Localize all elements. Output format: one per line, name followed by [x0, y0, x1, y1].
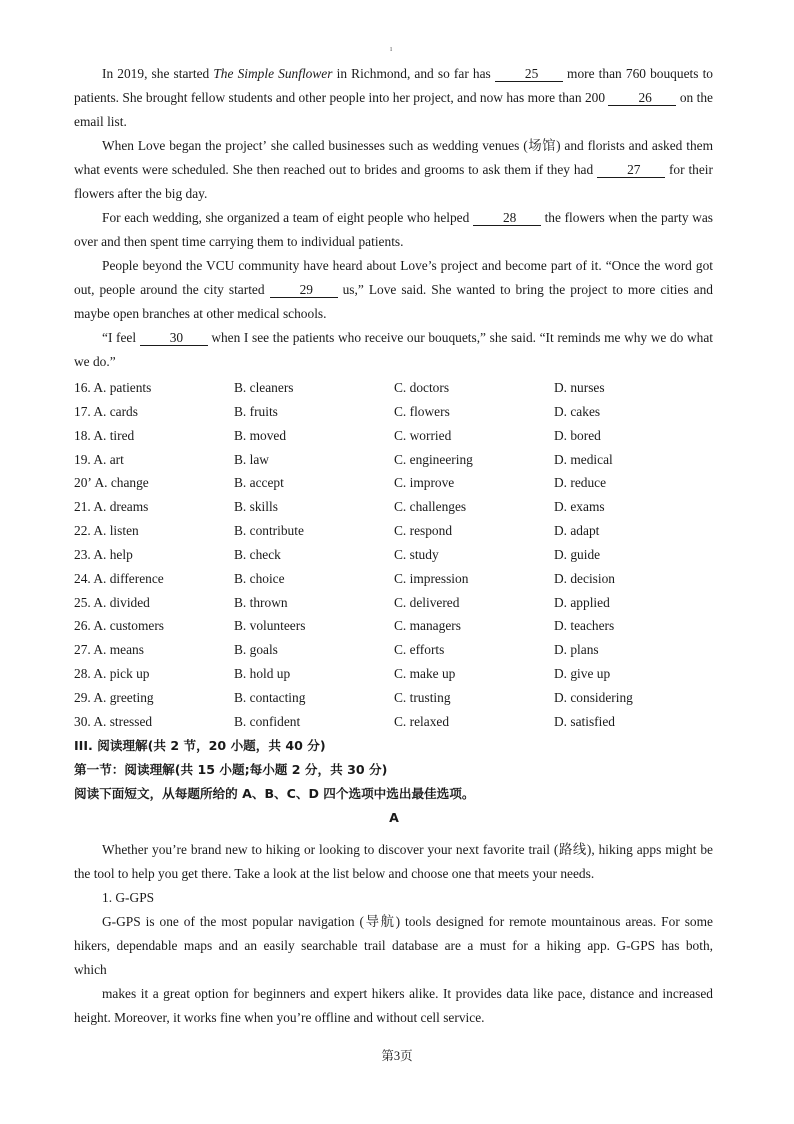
- section-heading: III. 阅读理解(共 2 节，20 小题，共 40 分): [74, 738, 326, 753]
- text: more than 760 bouquets to patients. She brought fellow students and other people into her project, and now has more than 200: [74, 66, 713, 105]
- option-b: B. moved: [234, 427, 287, 443]
- option-c: C. flowers: [394, 403, 450, 419]
- option-b: B. confident: [234, 713, 301, 729]
- option-row-22: [74, 519, 714, 543]
- option-a: 22. A. listen: [74, 523, 139, 539]
- option-b: B. law: [234, 451, 269, 467]
- option-row-19: [74, 448, 714, 472]
- option-d: D. satisfied: [554, 713, 615, 729]
- option-b: B. goals: [234, 642, 278, 658]
- comma-mark: ʼ: [262, 138, 267, 153]
- item-paragraph-1: G-GPS is one of the most popular navigation (导航) tools designed for remote mountainous areas. For some hikers, dependable maps and an easily searchable trail database are a must for a hiking app. G-GPS has both,: [74, 914, 713, 953]
- text: In 2019, she started: [102, 66, 214, 81]
- text: when I see the patients who receive our bouquets,” she said. “It reminds me why we do what we do.”: [74, 330, 713, 369]
- paragraph-5: [74, 326, 713, 374]
- blank-27: 27: [597, 162, 665, 178]
- option-b: B. skills: [234, 499, 278, 515]
- cloze-passage: [74, 62, 713, 374]
- option-b: B. hold up: [234, 666, 291, 682]
- option-b: B. contribute: [234, 523, 304, 539]
- option-c: C. make up: [394, 666, 456, 682]
- option-a: 18. A. tired: [74, 427, 135, 443]
- option-d: D. reduce: [554, 475, 607, 491]
- option-row-17: [74, 400, 714, 424]
- option-b: B. thrown: [234, 594, 288, 610]
- option-c: C. engineering: [394, 451, 473, 467]
- option-c: C. study: [394, 546, 439, 562]
- text: “I feel: [102, 330, 140, 345]
- answer-options: [74, 376, 714, 734]
- option-c: C. improve: [394, 475, 455, 491]
- option-c: C. relaxed: [394, 713, 450, 729]
- passage-intro: Whether you’re brand new to hiking or looking to discover your next favorite trail (路线), hiking apps might be the tool to help you get there. Take a look at the list below and choose one that meets your needs.: [74, 842, 713, 881]
- option-row-20: [74, 471, 714, 495]
- option-d: D. considering: [554, 689, 633, 705]
- option-d: D. bored: [554, 427, 601, 443]
- option-row-25: [74, 591, 714, 615]
- paragraph-1: [74, 62, 713, 134]
- option-b: B. contacting: [234, 689, 306, 705]
- option-d: D. teachers: [554, 618, 615, 634]
- option-a: 16. A. patients: [74, 380, 152, 395]
- option-a: 28. A. pick up: [74, 666, 150, 682]
- option-c: C. trusting: [394, 689, 451, 705]
- option-d: D. guide: [554, 546, 601, 562]
- option-b: B. check: [234, 546, 281, 562]
- option-a: 24. A. difference: [74, 570, 164, 586]
- section-subheading: 第一节：阅读理解(共 15 小题;每小题 2 分，共 30 分): [74, 762, 388, 777]
- section-instruction: 阅读下面短文，从每题所给的 A、B、C、D 四个选项中选出最佳选项。: [74, 786, 475, 801]
- option-c: C. efforts: [394, 642, 445, 658]
- option-row-27: [74, 638, 714, 662]
- paragraph-4: [74, 254, 713, 326]
- text: When Love began the project: [102, 138, 263, 153]
- option-row-28: [74, 662, 714, 686]
- option-a: 30. A. stressed: [74, 713, 153, 729]
- item-paragraph-1-end: which: [74, 962, 107, 977]
- option-row-29: [74, 686, 714, 710]
- option-c: C. respond: [394, 523, 453, 539]
- option-row-21: [74, 495, 714, 519]
- text: on the email list.: [74, 90, 713, 129]
- text: People beyond the VCU community have heard about Love’s project and become part of it. “Once the word got out, people around the city started: [74, 258, 713, 297]
- option-a: 20ʼ A. change: [74, 475, 149, 491]
- option-d: D. applied: [554, 594, 610, 610]
- option-a: 27. A. means: [74, 642, 144, 658]
- blank-28: 28: [473, 210, 541, 226]
- option-row-23: [74, 543, 714, 567]
- option-c: C. worried: [394, 427, 452, 443]
- option-row-26: [74, 614, 714, 638]
- option-row-24: [74, 567, 714, 591]
- option-d: D. adapt: [554, 523, 600, 539]
- option-c: C. doctors: [394, 380, 450, 395]
- option-row-30: [74, 710, 714, 734]
- book-title: The Simple Sunflower: [213, 66, 333, 81]
- option-b: B. cleaners: [234, 380, 294, 395]
- paragraph-2: [74, 134, 713, 206]
- option-d: D. exams: [554, 499, 605, 515]
- blank-30: 30: [140, 330, 208, 346]
- option-c: C. managers: [394, 618, 461, 634]
- option-d: D. medical: [554, 451, 613, 467]
- blank-26: 26: [608, 90, 676, 106]
- option-a: 23. A. help: [74, 546, 133, 562]
- option-c: C. impression: [394, 570, 469, 586]
- text: For each wedding, she organized a team of eight people who helped: [102, 210, 473, 225]
- option-row-16: [74, 376, 714, 400]
- text: in Richmond, and so far has: [332, 66, 495, 81]
- option-row-18: [74, 424, 714, 448]
- option-b: B. fruits: [234, 403, 278, 419]
- paragraph-3: [74, 206, 713, 254]
- option-d: D. decision: [554, 570, 615, 586]
- reading-section: [74, 734, 714, 830]
- option-a: 17. A. cards: [74, 403, 138, 419]
- option-d: D. cakes: [554, 403, 601, 419]
- reading-passage-a: [74, 838, 713, 1030]
- text: us,” Love said. She wanted to bring the project to more cities and maybe open branches at other medical schools.: [74, 282, 713, 321]
- text: the flowers when the party was over and then spent time carrying them to individual patients.: [74, 210, 713, 249]
- blank-25: 25: [495, 66, 563, 82]
- option-c: C. challenges: [394, 499, 467, 515]
- item-title: 1. G-GPS: [102, 890, 155, 905]
- option-a: 29. A. greeting: [74, 689, 154, 705]
- item-paragraph-2: makes it a great option for beginners and expert hikers alike. It provides data like pace, distance and increased height. Moreover, it works fine when you’re offline and without cell service.: [74, 986, 713, 1025]
- option-d: D. plans: [554, 642, 599, 658]
- option-d: D. give up: [554, 666, 611, 682]
- option-a: 21. A. dreams: [74, 499, 149, 515]
- header-mark: ı: [390, 44, 393, 53]
- page-number: 第3页: [381, 1049, 413, 1063]
- option-c: C. delivered: [394, 594, 460, 610]
- option-b: B. volunteers: [234, 618, 306, 634]
- option-b: B. accept: [234, 475, 284, 491]
- option-a: 25. A. divided: [74, 594, 150, 610]
- text: for their flowers after the big day.: [74, 162, 713, 201]
- passage-letter: A: [389, 810, 399, 825]
- option-a: 19. A. art: [74, 451, 124, 467]
- option-a: 26. A. customers: [74, 618, 165, 634]
- option-b: B. choice: [234, 570, 285, 586]
- option-d: D. nurses: [554, 380, 605, 395]
- text: she called businesses such as wedding venues (场馆) and florists and asked them what events were scheduled. She then reached out to brides and grooms to ask them if they had: [74, 138, 714, 177]
- blank-29: 29: [270, 282, 338, 298]
